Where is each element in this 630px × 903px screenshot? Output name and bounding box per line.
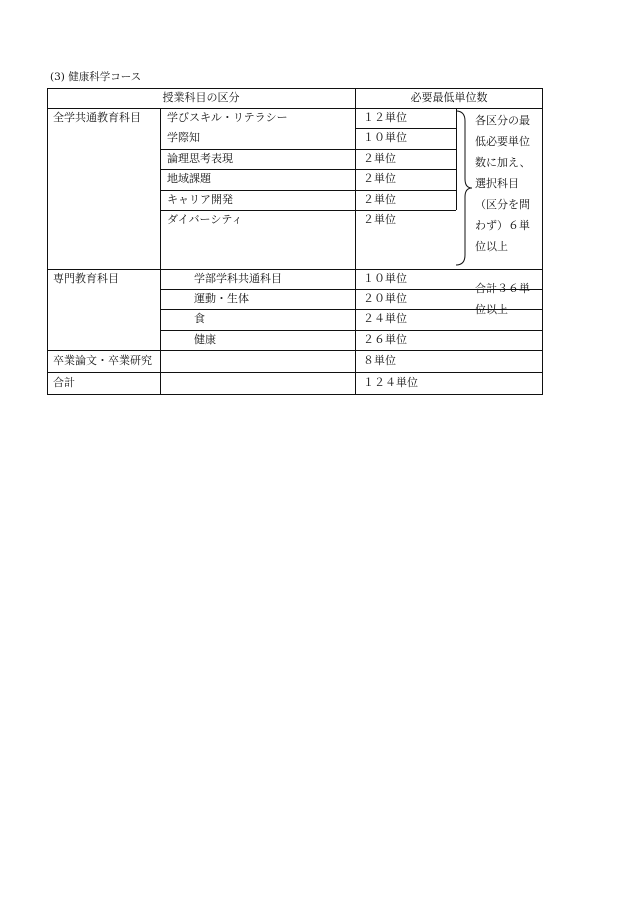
note-line: 合計３６単位以上 (475, 282, 530, 316)
credits-cell: １２単位 (363, 111, 407, 124)
total-label: 合計 (53, 376, 75, 389)
subject-cell: 学部学科共通科目 (194, 272, 282, 285)
thesis-label: 卒業論文・卒業研究 (53, 354, 152, 367)
credits-cell: ２０単位 (363, 292, 407, 305)
subject-cell: 学びスキル・リテラシー (167, 111, 288, 124)
subject-cell: キャリア開発 (167, 193, 233, 206)
credits-cell: ２６単位 (363, 333, 407, 346)
header-credits: 必要最低単位数 (410, 91, 488, 104)
credits-cell: ８単位 (363, 354, 396, 367)
credits-cell: ２単位 (363, 172, 396, 185)
credits-cell: ２単位 (363, 213, 396, 226)
credits-cell: １０単位 (363, 131, 407, 144)
subject-cell: 食 (194, 312, 205, 325)
row-line (160, 330, 543, 331)
subject-cell: 健康 (194, 333, 216, 346)
group-name: 全学共通教育科目 (53, 111, 141, 124)
credits-cell: ２単位 (363, 152, 396, 165)
header-category: 授業科目の区分 (162, 91, 240, 104)
group-divider (47, 372, 543, 373)
column-line (355, 88, 356, 395)
group-name: 専門教育科目 (53, 272, 119, 285)
subject-cell: 地域課題 (167, 172, 211, 185)
credits-cell: １０単位 (363, 272, 407, 285)
subject-cell: 運動・生体 (194, 292, 249, 305)
subject-cell: 論理思考表現 (167, 152, 233, 165)
group-divider (47, 269, 543, 270)
section-heading: (3) 健康科学コース (50, 71, 142, 83)
column-line (160, 108, 161, 395)
credit-requirements-table (47, 88, 543, 395)
credits-cell: ２４単位 (363, 312, 407, 325)
note-line: 各区分の最低必要単位数に加え、選択科目（区分を問わず）６単位以上 (475, 114, 531, 253)
curly-brace-icon (454, 109, 476, 267)
subject-cell: ダイバーシティ (167, 213, 243, 226)
total-credits: １２４単位 (363, 376, 418, 389)
credits-cell: ２単位 (363, 193, 396, 206)
elective-note (475, 110, 539, 320)
subject-cell: 学際知 (167, 131, 200, 144)
